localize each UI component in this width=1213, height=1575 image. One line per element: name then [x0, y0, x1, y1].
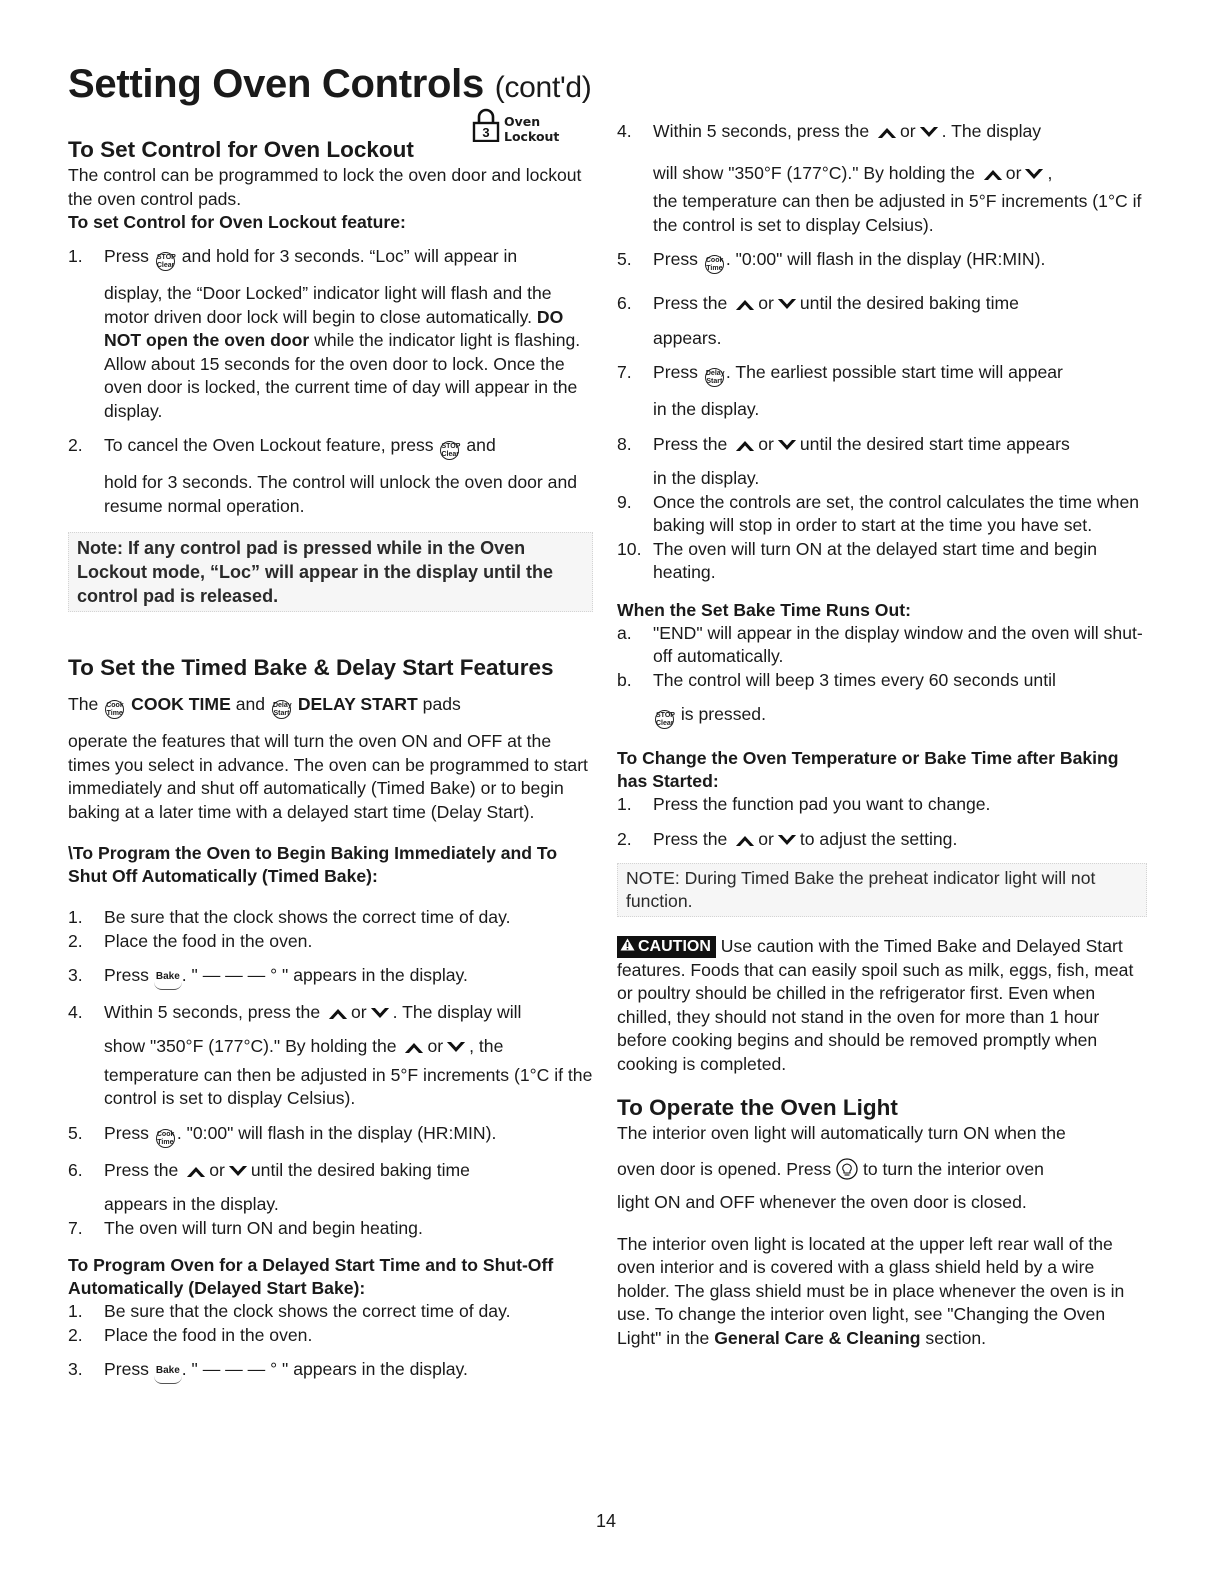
lockout-heading: To Set Control for Oven Lockout [68, 137, 414, 162]
down-arrow-icon [777, 439, 797, 452]
immediate-step-4: 4. Within 5 seconds, press the or . The display will show "350°F (177°C)." By holding the or , the temperature can then be adjusted in 5°F increments (1°C if the control is set to display Celsius). [68, 1001, 593, 1108]
left-column [68, 108, 593, 1384]
down-arrow-icon [370, 1007, 390, 1020]
oven-light-heading: To Operate the Oven Light [617, 1095, 898, 1120]
page-title: Setting Oven Controls (cont'd) [68, 62, 592, 106]
oven-light-p2: The interior oven light is located at the upper left rear wall of the oven interior and is covered with a glass shield held by a wire holder. The glass shield must be in place whenever the oven is in use. To change the interior oven light, see "Changing the Oven Light" in the General Care & Cleaning section. [617, 1233, 1125, 1348]
change-temperature-heading: To Change the Oven Temperature or Bake Time after Baking has Started: [617, 748, 1119, 791]
delayed-step-5: 5. Press Cook Time . "0:00" will flash in the display (HR:MIN). [617, 249, 1046, 272]
cook-time-pad-icon: Cook Time [705, 257, 724, 272]
immediate-step-2: 2. Place the food in the oven. [68, 930, 313, 951]
up-arrow-icon [404, 1041, 424, 1054]
delayed-step-6: 6. Press the or until the desired baking time appears. [617, 293, 1019, 348]
caution-badge: CAUTION [617, 936, 716, 958]
up-arrow-icon [735, 298, 755, 311]
lockout-warning: DO NOT open the oven door [104, 306, 564, 350]
down-arrow-icon [777, 834, 797, 847]
caution-paragraph: CAUTION Use caution with the Timed Bake and Delayed Start features. Foods that can easily spoil such as milk, eggs, fish, meat or poultry should be chilled in the refrigerator first. Even when chilled, they should not stand in the oven for more than 1 hour before cooking begins and should be removed promptly when cooking is completed. [617, 936, 1134, 1074]
immediate-bake-heading: \To Program the Oven to Begin Baking Immediately and To Shut Off Automatically (Timed Bake): [68, 843, 558, 886]
delayed-step-2: 2. Place the food in the oven. [68, 1324, 313, 1345]
up-arrow-icon [735, 834, 755, 847]
bake-pad-icon: Bake [154, 965, 182, 990]
stop-clear-pad-icon: STOP Clear [656, 712, 675, 727]
padlock-icon [471, 108, 501, 142]
lockout-step-1: 1. Press STOP Clear and hold for 3 seconds. “Loc” will appear in display, the “Door Locked” indicator light will flash and the motor driven door lock will begin to close automatically. DO NOT open the oven door while the indicator light is flashing. Allow about 15 seconds for the oven door to lock. Once the oven door is locked, the current time of day will appear in the display. [68, 246, 581, 421]
warning-triangle-icon [620, 938, 635, 951]
right-column [617, 120, 1147, 1350]
lockout-badge-number: 3 [482, 125, 490, 140]
down-arrow-icon [228, 1165, 248, 1178]
timed-intro-line: The Cook Time COOK TIME and Delay Start DELAY START pads [68, 694, 461, 717]
change-step-1: 1. Press the function pad you want to change. [617, 794, 991, 814]
stop-clear-pad-icon: STOP Clear [156, 254, 176, 269]
lockout-feature-heading: To set Control for Oven Lockout feature: [68, 212, 406, 232]
up-arrow-icon [186, 1165, 206, 1178]
immediate-step-6: 6. Press the or until the desired baking time appears in the display. [68, 1159, 470, 1214]
delayed-step-1: 1. Be sure that the clock shows the correct time of day. [68, 1301, 511, 1321]
bake-time-runs-out-heading: When the Set Bake Time Runs Out: [617, 599, 911, 620]
delayed-step-3: 3. Press Bake . " — — — ° " appears in the display. [68, 1358, 593, 1384]
oven-lockout-badge [471, 108, 560, 149]
lockout-intro: The control can be programmed to lock the oven door and lockout the oven control pads. [68, 165, 582, 209]
lockout-badge-label: Oven Lockout [504, 114, 560, 144]
down-arrow-icon [777, 298, 797, 311]
immediate-step-3: 3. Press Bake . " — — — ° " appears in the display. [68, 964, 593, 990]
up-arrow-icon [735, 439, 755, 452]
delay-start-pad-icon: Delay Start [705, 370, 725, 385]
up-arrow-icon [328, 1007, 348, 1020]
page-title-suffix: (cont'd) [494, 71, 592, 104]
up-arrow-icon [983, 168, 1003, 181]
bake-pad-icon: Bake [154, 1359, 182, 1384]
lockout-note: Note: If any control pad is pressed while in the Oven Lockout mode, “Loc” will appear in the display until the control pad is released. [68, 532, 593, 612]
cook-time-pad-icon: Cook Time [156, 1130, 175, 1146]
delayed-bake-heading: To Program Oven for a Delayed Start Time and to Shut-Off Automatically (Delayed Start Bake): [68, 1255, 554, 1298]
lockout-step-2: 2. To cancel the Oven Lockout feature, press STOP Clear and hold for 3 seconds. The control will unlock the oven door and resume normal operation. [68, 435, 578, 516]
down-arrow-icon [446, 1041, 466, 1054]
lockout-heading-row [68, 108, 593, 164]
down-arrow-icon [919, 126, 939, 139]
timed-intro-body: operate the features that will turn the oven ON and OFF at the times you select in advance. The oven can be programmed to start immediately and shut off automatically (Timed Bake) or to begin baking at a later time with a delayed start time (Delay Start). [68, 731, 588, 822]
change-step-2: 2. Press the or to adjust the setting. [617, 828, 958, 849]
timed-bake-heading: To Set the Timed Bake & Delay Start Features [68, 655, 554, 680]
down-arrow-icon [1024, 168, 1044, 181]
delayed-step-9: 9. Once the controls are set, the control calculates the time when baking will stop in order to start at the time you have set. [617, 491, 1140, 535]
timed-bake-note: NOTE: During Timed Bake the preheat indicator light will not function. [617, 863, 1147, 917]
oven-light-p1: The interior oven light will automatically turn ON when the oven door is opened. Press to turn the interior oven light ON and OFF whenever the oven door is closed. [617, 1123, 1066, 1212]
delay-start-pad-icon: Delay Start [272, 702, 292, 717]
stop-clear-pad-icon: STOP Clear [441, 443, 461, 458]
immediate-step-1: 1. Be sure that the clock shows the correct time of day. [68, 907, 511, 927]
runs-out-item-b: b. The control will beep 3 times every 60 seconds until STOP Clear is pressed. [617, 669, 1056, 727]
immediate-step-7: 7. The oven will turn ON and begin heating. [68, 1217, 423, 1238]
up-arrow-icon [877, 126, 897, 139]
delayed-step-7: 7. Press Delay Start . The earliest possible start time will appear in the display. [617, 362, 1063, 419]
light-bulb-icon [836, 1158, 858, 1180]
delayed-step-10: 10. The oven will turn ON at the delayed start time and begin heating. [617, 538, 1097, 582]
runs-out-item-a: a. "END" will appear in the display window and the oven will shut-off automatically. [617, 622, 1143, 666]
delayed-step-4: 4. Within 5 seconds, press the or . The display will show "350°F (177°C)." By holding the or , the temperature can then be adjusted in 5°F increments (1°C if the control is set to display Celsius). [617, 121, 1142, 235]
cook-time-pad-icon: Cook Time [106, 702, 124, 717]
page-number: 14 [596, 1511, 617, 1531]
immediate-step-5: 5. Press Cook Time . "0:00" will flash in the display (HR:MIN). [68, 1122, 497, 1146]
delayed-step-8: 8. Press the or until the desired start time appears in the display. [617, 433, 1070, 488]
